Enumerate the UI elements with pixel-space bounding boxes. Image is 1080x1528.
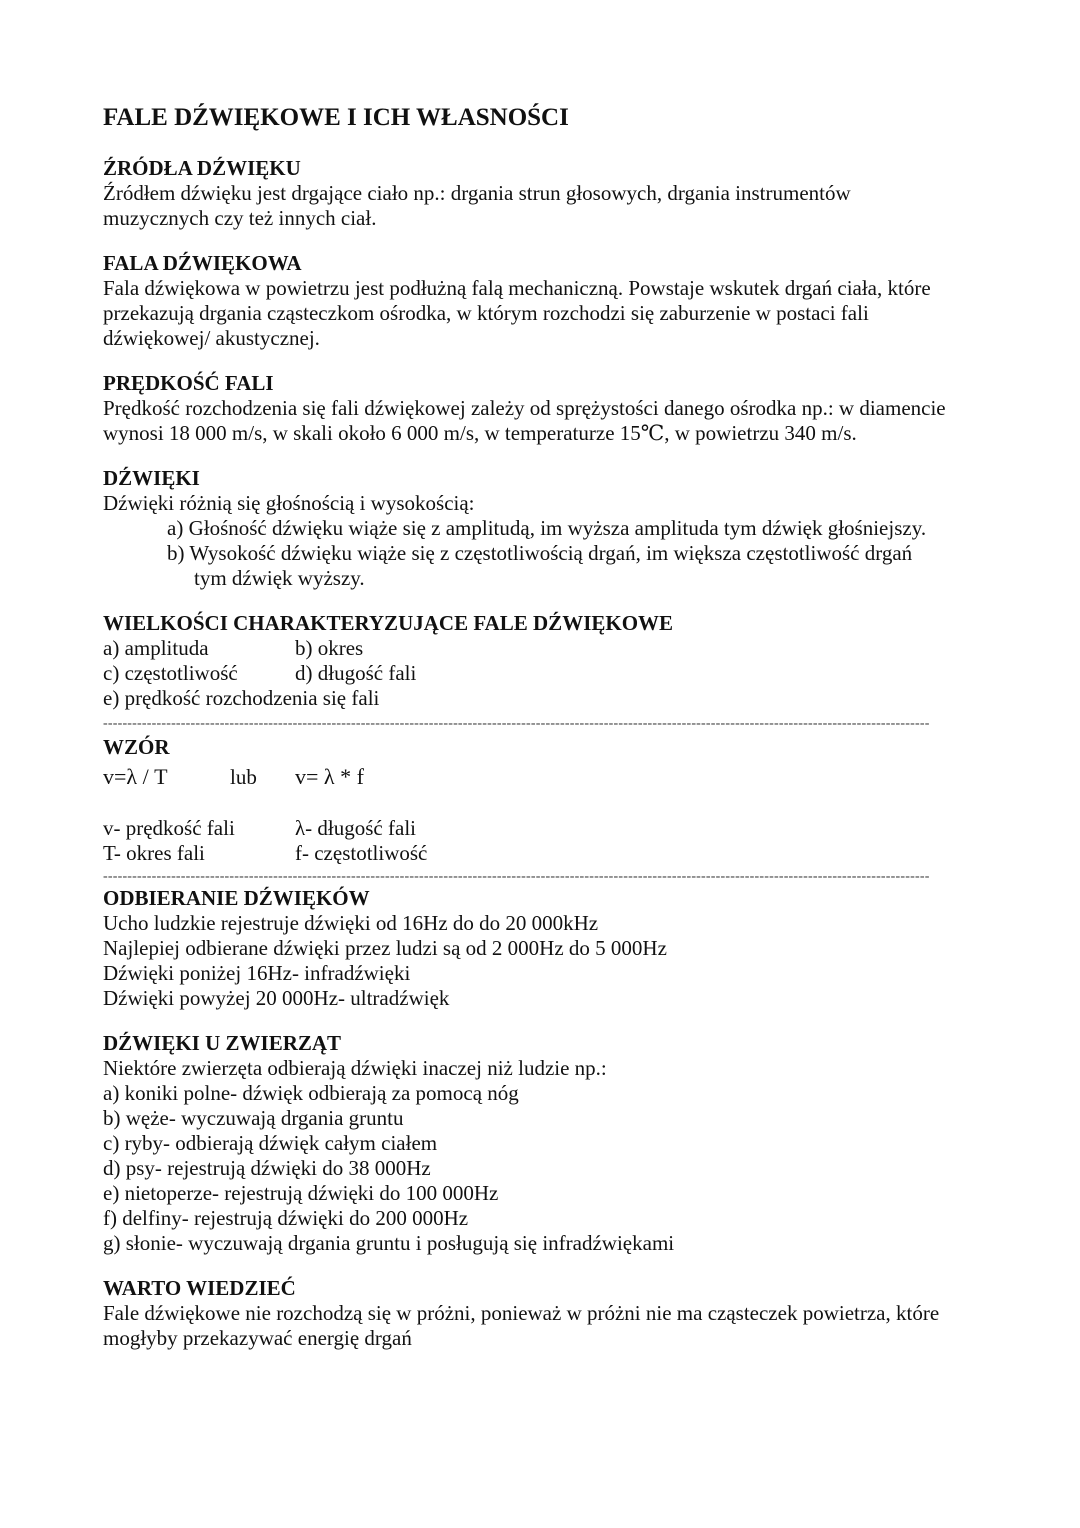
text-line: dźwiękowej/ akustycznej. [103,326,320,350]
document-content [103,102,978,1371]
text-line: Dźwięki poniżej 16Hz- infradźwięki [103,961,411,985]
text-line: Dźwięki powyżej 20 000Hz- ultradźwięk [103,986,450,1010]
list-item: b) okres [295,636,364,660]
list-item: b) węże- wyczuwają drgania gruntu [103,1106,404,1130]
section-heading: ODBIERANIE DŹWIĘKÓW [103,886,370,910]
text-line: przekazują drgania cząsteczkom ośrodka, w którym rozchodzi się zaburzenie w postaci fali [103,301,869,325]
text-line: Fale dźwiękowe nie rozchodzą się w próżni, ponieważ w próżni nie ma cząsteczek powietrza, które [103,1301,940,1325]
section-heading: DŹWIĘKI [103,466,200,490]
list-item: d) długość fali [295,661,417,685]
section-heading: ŹRÓDŁA DŹWIĘKU [103,156,301,180]
list-item: d) psy- rejestrują dźwięki do 38 000Hz [103,1156,431,1180]
document-title: FALE DŹWIĘKOWE I ICH WŁASNOŚCI [103,104,569,131]
section-hearing [103,886,978,1011]
section-heading: WARTO WIEDZIEĆ [103,1276,296,1300]
list-item: a) amplituda [103,636,209,660]
list-item: f) delfiny- rejestrują dźwięki do 200 000Hz [103,1206,469,1230]
dashed-separator: -------------------------------------------------------------------------------------------------------------------------------------------------------------------------- [103,717,930,731]
sounds-list [167,516,978,591]
text-line: mogłyby przekazywać energię drgań [103,1326,412,1350]
text-line: Prędkość rozchodzenia się fali dźwiękowej zależy od sprężystości danego ośrodka np.: w diamencie [103,396,946,420]
section-heading: WIELKOŚCI CHARAKTERYZUJĄCE FALE DŹWIĘKOWE [103,611,674,635]
quantities-row [103,636,978,661]
text-line: Niektóre zwierzęta odbierają dźwięki inaczej niż ludzie np.: [103,1056,607,1080]
section-heading: FALA DŹWIĘKOWA [103,251,302,275]
text-line: Ucho ludzkie rejestruje dźwięki od 16Hz do do 20 000kHz [103,911,599,935]
legend-row [103,816,978,841]
section-heading: PRĘDKOŚĆ FALI [103,371,274,395]
legend-item: T- okres fali [103,841,205,865]
section-heading: WZÓR [103,735,170,759]
legend-row [103,841,978,866]
section-animals [103,1031,978,1256]
text-line: Fala dźwiękowa w powietrzu jest podłużną falą mechaniczną. Powstaje wskutek drgań ciała, które [103,276,931,300]
legend-item: v- prędkość fali [103,816,235,840]
list-item: a) koniki polne- dźwięk odbierają za pomocą nóg [103,1081,519,1105]
formula-row [103,764,978,790]
section-heading: DŹWIĘKI U ZWIERZĄT [103,1031,342,1055]
text-line: wynosi 18 000 m/s, w skali około 6 000 m/s, w temperaturze 15℃, w powietrzu 340 m/s. [103,421,857,445]
list-item: a) Głośność dźwięku wiąże się z amplitudą, im wyższa amplituda tym dźwięk głośniejszy. [167,516,927,540]
text-line: Najlepiej odbierane dźwięki przez ludzi są od 2 000Hz do 5 000Hz [103,936,667,960]
dashed-separator: -------------------------------------------------------------------------------------------------------------------------------------------------------------------------- [103,870,930,884]
formula-period: v=λ / T [103,764,168,789]
list-item: e) nietoperze- rejestrują dźwięki do 100 000Hz [103,1181,499,1205]
formula-or: lub [230,765,257,789]
section-fact [103,1276,978,1351]
quantities-row [103,661,978,686]
list-item: c) częstotliwość [103,661,238,685]
legend-item: f- częstotliwość [295,841,428,865]
section-sounds [103,466,978,591]
text-line: muzycznych czy też innych ciał. [103,206,377,230]
list-item: c) ryby- odbierają dźwięk całym ciałem [103,1131,438,1155]
section-sources [103,156,978,231]
text-line: Źródłem dźwięku jest drgające ciało np.: drgania strun głosowych, drgania instrumentów [103,181,851,205]
section-wave [103,251,978,351]
section-speed [103,371,978,446]
formula-frequency: v= λ * f [295,764,364,789]
list-item: e) prędkość rozchodzenia się fali [103,686,380,710]
list-item: g) słonie- wyczuwają drgania gruntu i posługują się infradźwiękami [103,1231,675,1255]
section-formula [103,735,978,866]
section-quantities [103,611,978,711]
text-line: Dźwięki różnią się głośnością i wysokością: [103,491,475,515]
legend-item: λ- długość fali [295,816,416,840]
list-item-continuation: tym dźwięk wyższy. [194,566,365,590]
list-item: b) Wysokość dźwięku wiąże się z częstotliwością drgań, im większa częstotliwość drgań [167,541,913,565]
